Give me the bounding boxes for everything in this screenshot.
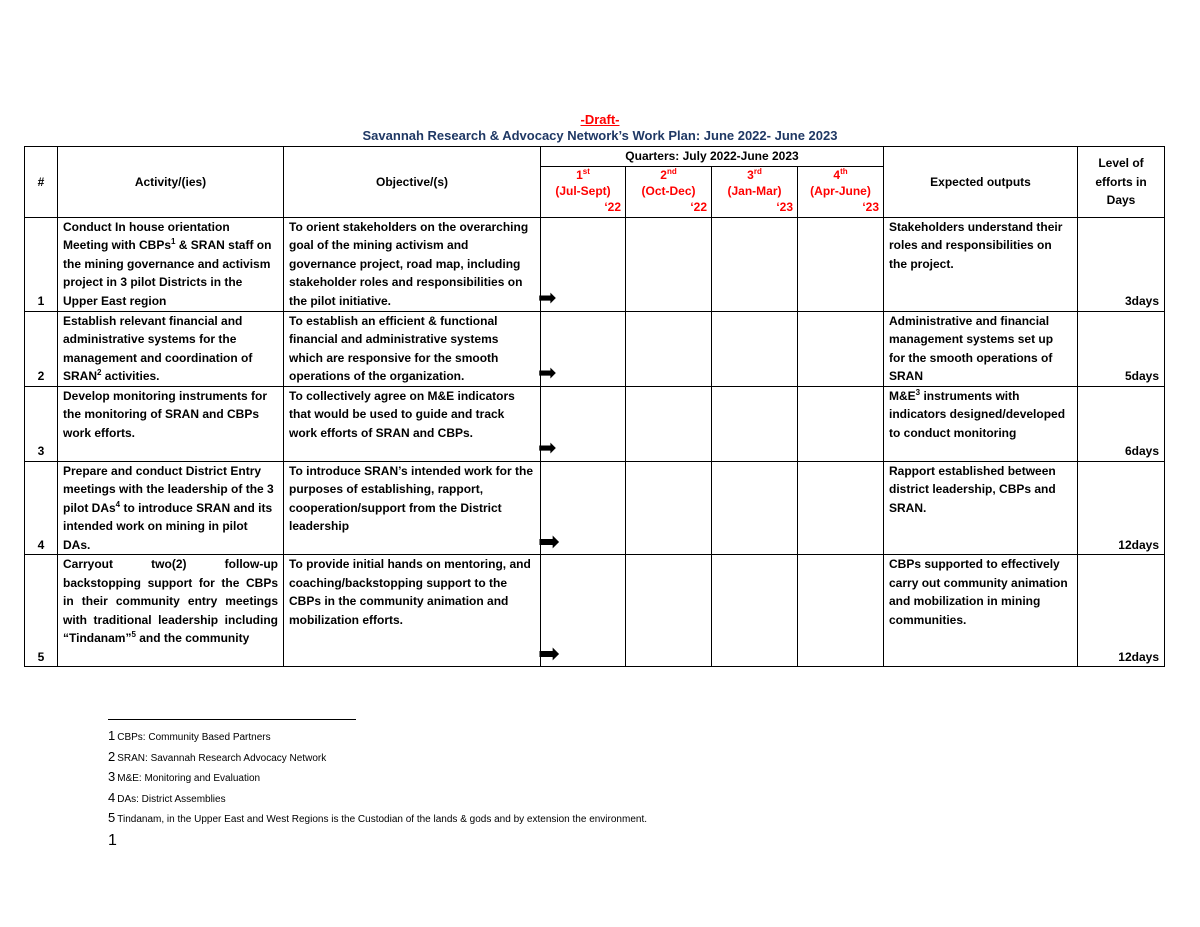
activity-cell: Carryout two(2) follow-up backstopping support for the CBPs in their community entry meetings with traditional leadership including “Tindanam”$^5$ and the community [58, 555, 284, 667]
col-header-num: # [25, 147, 58, 218]
col-header-outputs: Expected outputs [884, 147, 1078, 218]
col-header-quarters: Quarters: July 2022-June 2023 [541, 147, 884, 167]
row-number: 1 [25, 217, 58, 311]
activity-cell: Prepare and conduct District Entry meetings with the leadership of the 3 pilot DAs$^4$ to introduce SRAN and its intended work on mining in pilot DAs. [58, 461, 284, 555]
table-row [25, 461, 1165, 555]
quarter-header-3: 3rd (Jan-Mar) ‘23 [712, 166, 798, 217]
arrow-right-icon: ➡ [538, 638, 560, 668]
objective-cell: To orient stakeholders on the overarching goal of the mining activism and governance project, road map, including stakeholder roles and responsibilities on the pilot initiative. [284, 217, 541, 311]
document-title: Savannah Research & Advocacy Network’s Work Plan: June 2022- June 2023 [362, 128, 838, 143]
quarter-cell-2 [626, 461, 712, 555]
quarter-cell-1 [538, 217, 626, 311]
footnote-item: 5 Tindanam, in the Upper East and West Regions is the Custodian of the lands & gods and by extension the environment. [108, 810, 647, 825]
effort-days: 3days [1078, 217, 1165, 311]
quarter-cell-4 [798, 311, 884, 386]
table-row [25, 217, 1165, 311]
quarter-cell-1 [538, 311, 626, 386]
objective-cell: To collectively agree on M&E indicators that would be used to guide and track work efforts of SRAN and CBPs. [284, 386, 541, 461]
effort-days: 12days [1078, 555, 1165, 667]
col-header-effort: Level of efforts in Days [1078, 147, 1165, 218]
quarter-cell-4 [798, 461, 884, 555]
col-header-objective: Objective/(s) [284, 147, 541, 218]
quarter-cell-1 [538, 461, 626, 556]
quarter-cell-3 [712, 217, 798, 311]
table-row [25, 555, 1165, 667]
objective-cell: To provide initial hands on mentoring, and coaching/backstopping support to the CBPs in the community animation and mobilization efforts. [284, 555, 541, 667]
page-number: 1 [108, 832, 117, 849]
footnote-item: 3 M&E: Monitoring and Evaluation [108, 769, 261, 784]
arrow-right-icon: ➡ [538, 359, 557, 385]
table-header-row [25, 147, 1165, 167]
activity-cell: Conduct In house orientation Meeting with CBPs$^1$ & SRAN staff on the mining governance and activism project in 3 pilot Districts in the Upper East region [58, 217, 284, 311]
quarter-cell-3 [712, 311, 798, 386]
quarter-header-1: 1st (Jul-Sept) ‘22 [541, 166, 626, 217]
draft-label: -Draft- [580, 112, 620, 127]
row-number: 5 [25, 555, 58, 667]
effort-days: 5days [1078, 311, 1165, 386]
effort-days: 6days [1078, 386, 1165, 461]
quarter-cell-1 [538, 386, 626, 461]
footnote-separator [108, 719, 356, 720]
col-header-activity: Activity/(ies) [58, 147, 284, 218]
objective-cell: To establish an efficient & functional financial and administrative systems which are responsive for the smooth operations of the organization. [284, 311, 541, 386]
output-cell: CBPs supported to effectively carry out community animation and mobilization in mining communities. [884, 555, 1078, 667]
objective-cell: To introduce SRAN’s intended work for the purposes of establishing, rapport, cooperation/support from the District leadership [284, 461, 541, 555]
arrow-right-icon: ➡ [538, 284, 557, 310]
activity-cell: Establish relevant financial and administrative systems for the management and coordination of SRAN$^2$ activities. [58, 311, 284, 386]
document-header [0, 112, 1200, 144]
quarter-header-4: 4th (Apr-June) ‘23 [798, 166, 884, 217]
arrow-right-icon: ➡ [538, 526, 560, 556]
table-row [25, 386, 1165, 461]
table-row [25, 311, 1165, 386]
footnote-item: 1 CBPs: Community Based Partners [108, 728, 271, 743]
effort-days: 12days [1078, 461, 1165, 555]
row-number: 3 [25, 386, 58, 461]
output-cell: Rapport established between district leadership, CBPs and SRAN. [884, 461, 1078, 555]
arrow-right-icon: ➡ [538, 434, 557, 460]
output-cell: Administrative and financial management systems set up for the smooth operations of SRAN [884, 311, 1078, 386]
quarter-cell-1 [538, 555, 626, 668]
quarter-cell-2 [626, 555, 712, 667]
quarter-cell-3 [712, 555, 798, 667]
footnote-item: 2 SRAN: Savannah Research Advocacy Network [108, 748, 327, 764]
quarter-cell-3 [712, 461, 798, 555]
output-cell: $M\&E^3$ instruments with indicators designed/developed to conduct monitoring [884, 386, 1078, 461]
row-number: 2 [25, 311, 58, 386]
output-cell: Stakeholders understand their roles and responsibilities on the project. [884, 217, 1078, 311]
quarter-cell-3 [712, 386, 798, 461]
activity-cell: Develop monitoring instruments for the monitoring of SRAN and CBPs work efforts. [58, 386, 284, 461]
footnote-item: 4 DAs: District Assemblies [108, 789, 226, 805]
quarter-header-2: 2nd (Oct-Dec) ‘22 [626, 166, 712, 217]
quarter-cell-2 [626, 386, 712, 461]
quarter-cell-4 [798, 217, 884, 311]
quarter-cell-2 [626, 311, 712, 386]
quarter-cell-4 [798, 386, 884, 461]
footnotes [108, 727, 647, 830]
work-plan-table [24, 146, 1165, 667]
quarter-cell-4 [798, 555, 884, 667]
row-number: 4 [25, 461, 58, 555]
quarter-cell-2 [626, 217, 712, 311]
